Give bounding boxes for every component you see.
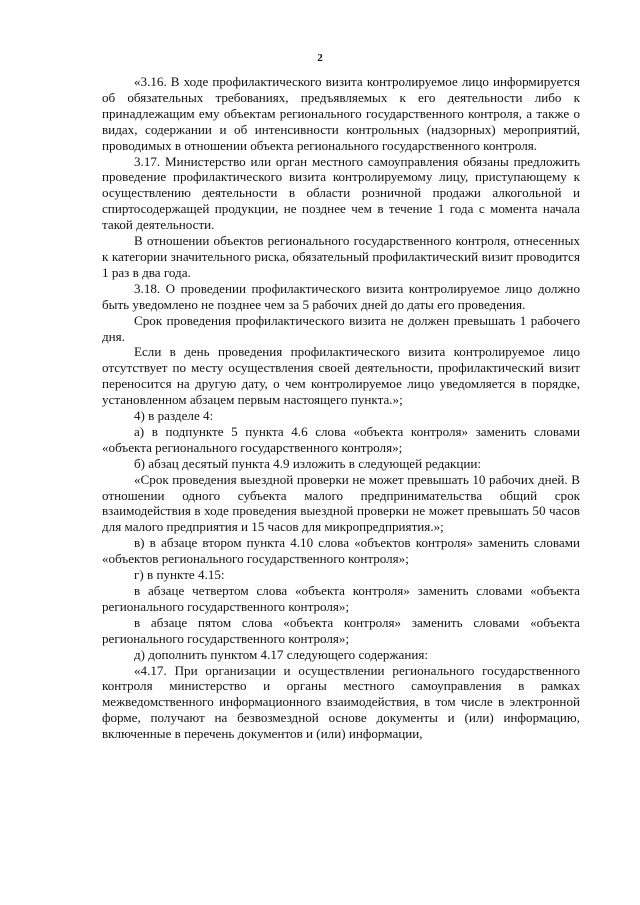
paragraph-3-17: 3.17. Министерство или орган местного самоуправления обязаны предложить проведение профилактического визита контролируемому лицу, приступающему к осуществлению деятельности в области розничной продажи алкогольной и спиртосодержащей продукции, не позднее чем в течение 1 года с момента начала такой деятельности. [102, 153, 580, 233]
paragraph-3-16: «3.16. В ходе профилактического визита контролируемое лицо информируется об обязательных требованиях, предъявляемых к его деятельности либо к принадлежащим ему объектам регионального государственного контроля, а также о видах, содержании и об интенсивности контрольных (надзорных) мероприятий, проводимых в отношении объекта регионального государственного контроля. [102, 74, 580, 153]
paragraph-visit-reschedule: Если в день проведения профилактического визита контролируемое лицо отсутствует по месту осуществления своей деятельности, профилактический визит переносится на другую дату, о чем контролируемое лицо уведомляется в порядке, установленном абзацем первым настоящего пункта.»; [102, 344, 580, 408]
paragraph-item-a: а) в подпункте 5 пункта 4.6 слова «объекта контроля» заменить словами «объекта регионального государственного контроля»; [102, 423, 580, 455]
paragraph-item-g-fifth: в абзаце пятом слова «объекта контроля» заменить словами «объекта регионального государственного контроля»; [102, 614, 580, 646]
page-number: 2 [317, 52, 323, 64]
paragraph-3-18: 3.18. О проведении профилактического визита контролируемое лицо должно быть уведомлено не позднее чем за 5 рабочих дней до даты его проведения. [102, 280, 580, 312]
document-body [102, 74, 580, 742]
paragraph-inspection-duration: «Срок проведения выездной проверки не может превышать 10 рабочих дней. В отношении одного субъекта малого предпринимательства общий срок взаимодействия в ходе проведения выездной проверки не может превышать 50 часов для малого предприятия и 15 часов для микропредприятия.»; [102, 471, 580, 535]
paragraph-item-d: д) дополнить пунктом 4.17 следующего содержания: [134, 646, 429, 662]
paragraph-item-b: б) абзац десятый пункта 4.9 изложить в следующей редакции: [134, 455, 482, 471]
paragraph-4-17: «4.17. При организации и осуществлении регионального государственного контроля министерство и органы местного самоуправления в рамках межведомственного информационного взаимодействия, в том числе в электронной форме, получают на безвозмездной основе документы и (или) информацию, включенные в перечень документов и (или) информации, [102, 662, 580, 742]
paragraph-risk-category: В отношении объектов регионального государственного контроля, отнесенных к категории значительного риска, обязательный профилактический визит проводится 1 раз в два года. [102, 233, 580, 280]
paragraph-visit-duration: Срок проведения профилактического визита не должен превышать 1 рабочего дня. [102, 312, 580, 344]
paragraph-item-v: в) в абзаце втором пункта 4.10 слова «объектов контроля» заменить словами «объектов регионального государственного контроля»; [102, 535, 580, 567]
paragraph-item-g: г) в пункте 4.15: [134, 567, 225, 583]
paragraph-item-g-fourth: в абзаце четвертом слова «объекта контроля» заменить словами «объекта регионального государственного контроля»; [102, 583, 580, 614]
paragraph-section-4: 4) в разделе 4: [134, 408, 214, 424]
